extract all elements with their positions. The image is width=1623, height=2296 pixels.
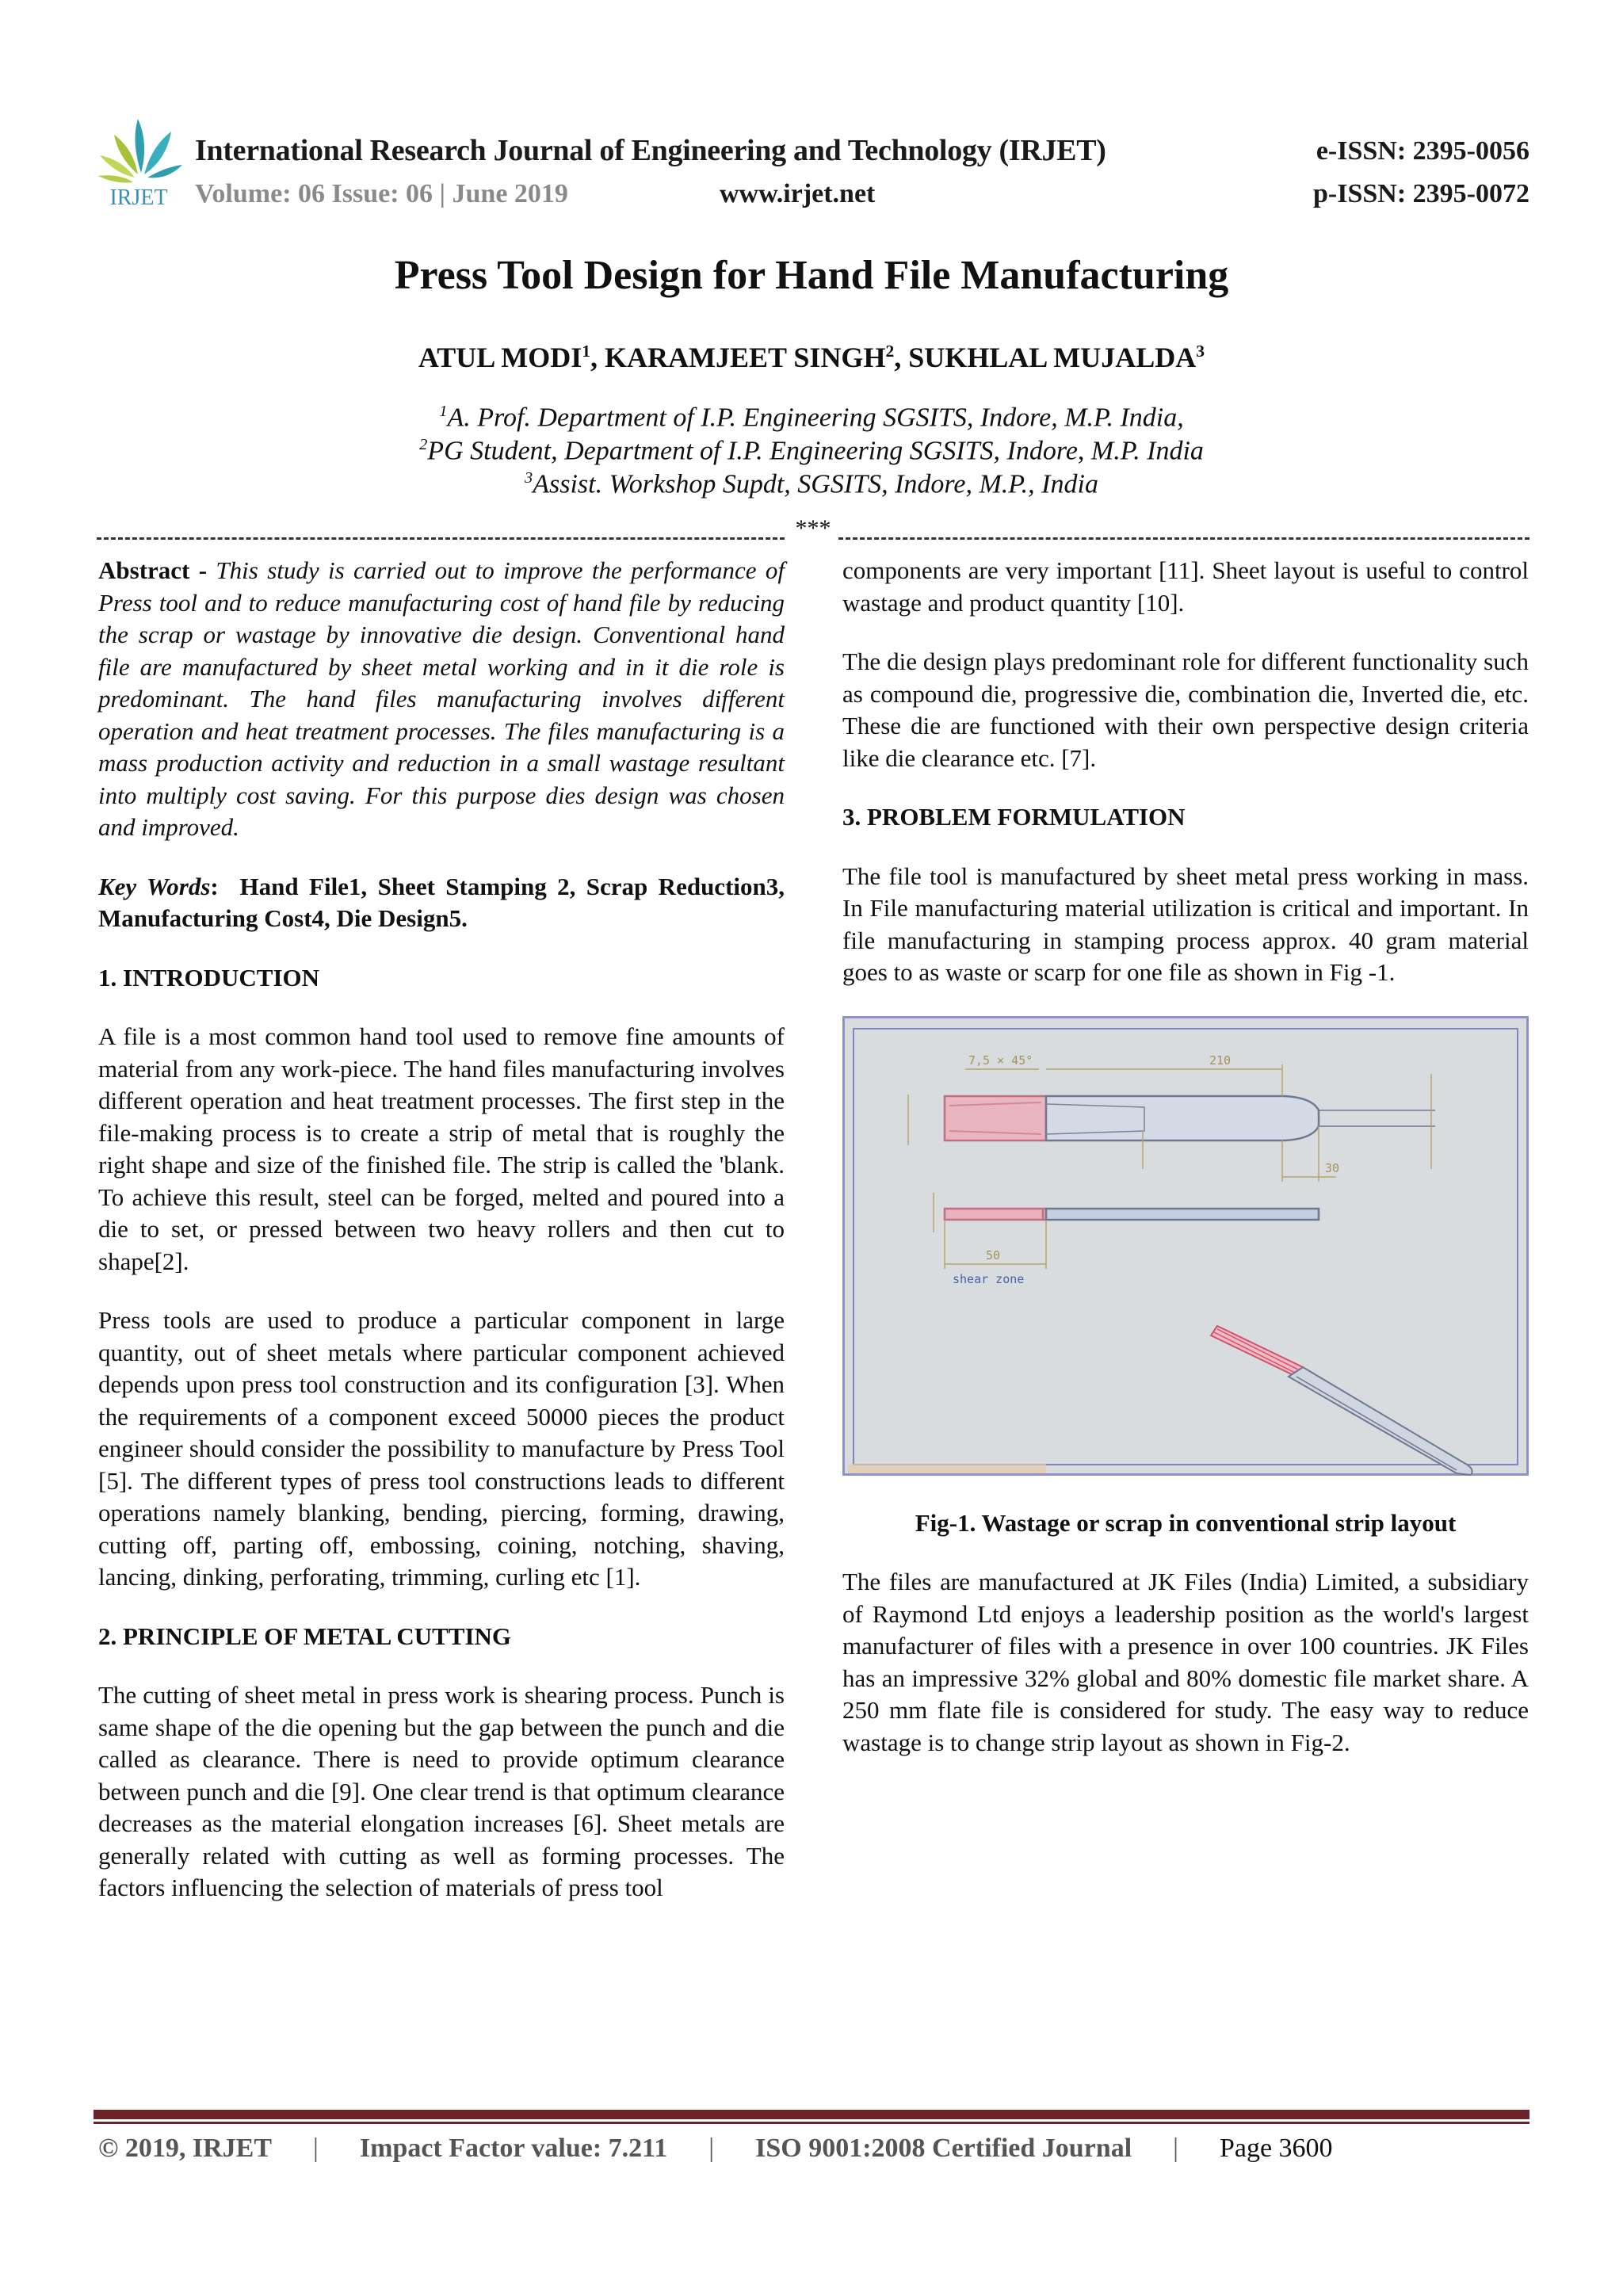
abstract-label: Abstract - bbox=[98, 556, 208, 584]
keywords: Key Words: Hand File1, Sheet Stamping 2, Scrap Reduction3, Manufacturing Cost4, Die Design5. bbox=[98, 872, 785, 932]
shear-zone-label: shear zone bbox=[953, 1271, 1025, 1286]
author-list: ATUL MODI$^1$, KARAMJEET SINGH$^2$, SUKHLAL MUJALDA$^3$ bbox=[418, 342, 1205, 373]
section-separator: *** bbox=[97, 520, 1529, 544]
e-issn: e-ISSN: 2395-0056 bbox=[1316, 136, 1529, 166]
svg-text:7,5 × 45°: 7,5 × 45° bbox=[968, 1052, 1033, 1068]
footer-divider: | bbox=[313, 2134, 319, 2163]
figure-1-drawing bbox=[842, 1016, 1529, 1476]
journal-title: International Research Journal of Engineering and Technology (IRJET) bbox=[195, 134, 1106, 167]
author-name: ATUL MODI bbox=[418, 342, 582, 373]
svg-text:50: 50 bbox=[986, 1247, 1001, 1263]
section-heading-introduction: 1. INTRODUCTION bbox=[98, 963, 320, 991]
section-heading-problem: 3. PROBLEM FORMULATION bbox=[842, 803, 1186, 831]
footer-divider: | bbox=[1173, 2134, 1178, 2163]
author-name: KARAMJEET SINGH bbox=[605, 342, 886, 373]
copyright: © 2019, IRJET bbox=[98, 2134, 273, 2163]
footer-divider: | bbox=[708, 2134, 715, 2163]
svg-text:IRJET: IRJET bbox=[109, 185, 168, 210]
keywords-label: Key Words bbox=[98, 872, 211, 900]
affiliation: $^1$A. Prof. Department of I.P. Engineering SGSITS, Indore, M.P. India, bbox=[439, 403, 1184, 433]
iso-certification: ISO 9001:2008 Certified Journal bbox=[755, 2134, 1132, 2163]
paragraph: components are very important [11]. Sheet layout is useful to control wastage and product quantity [10]. bbox=[842, 556, 1529, 617]
affiliation: $^2$PG Student, Department of I.P. Engineering SGSITS, Indore, M.P. India bbox=[419, 436, 1204, 466]
section-heading-principle: 2. PRINCIPLE OF METAL CUTTING bbox=[98, 1622, 512, 1650]
author-name: SUKHLAL MUJALDA bbox=[908, 342, 1197, 373]
left-column bbox=[98, 555, 785, 1931]
paragraph: The file tool is manufactured by sheet metal press working in mass. In File manufacturing material utilization is critical and important. In file manufacturing in stamping process approx. 40 gram material goes to as waste or scarp for one file as shown in Fig -1. bbox=[842, 861, 1529, 986]
file-strip-drawing bbox=[845, 1018, 1531, 1478]
right-column bbox=[842, 555, 1529, 1786]
affiliation: $^3$Assist. Workshop Supdt, SGSITS, Indore, M.P., India bbox=[525, 469, 1098, 499]
figure-caption: Fig-1. Wastage or scrap in conventional strip layout bbox=[915, 1508, 1457, 1537]
irjet-logo-icon bbox=[94, 117, 185, 211]
journal-header bbox=[94, 117, 1529, 220]
paper-title: Press Tool Design for Hand File Manufacturing bbox=[394, 253, 1229, 298]
page-footer bbox=[98, 2134, 1525, 2164]
volume-issue: Volume: 06 Issue: 06 | June 2019 bbox=[195, 179, 568, 208]
paragraph: The cutting of sheet metal in press work is shearing process. Punch is same shape of the die opening but the gap between the punch and die called as clearance. There is need to provide optimum clearance between punch and die [9]. One clear trend is that optimum clearance decreases as the material elongation increases [6]. Sheet metals are generally related with cutting as well as forming processes. The factors influencing the selection of materials of press tool bbox=[98, 1681, 785, 1901]
footer-rule-thin bbox=[94, 2122, 1529, 2124]
svg-text:210: 210 bbox=[1209, 1052, 1232, 1068]
svg-text:30: 30 bbox=[1325, 1160, 1340, 1175]
page-number: Page 3600 bbox=[1219, 2134, 1333, 2163]
paragraph: The files are manufactured at JK Files (India) Limited, a subsidiary of Raymond Ltd enjoys a leadership position as the world's largest manufacturer of files with a presence in over 100 countries. JK Files has an impressive 32% global and 80% domestic file market share. A 250 mm flate file is considered for study. The easy way to reduce wastage is to change strip layout as shown in Fig-2. bbox=[842, 1568, 1529, 1756]
journal-website-link[interactable]: www.irjet.net bbox=[720, 179, 876, 208]
keywords-text: Hand File1, Sheet Stamping 2, Scrap Reduction3, Manufacturing Cost4, Die Design5. bbox=[98, 872, 785, 932]
paragraph: Press tools are used to produce a particular component in large quantity, out of sheet metals where particular component achieved depends upon press tool construction and its configuration [3]. When the requirements of a component exceed 50000 pieces the product engineer should consider the possibility to manufacture by Press Tool [5]. The different types of press tool constructions leads to different operations namely blanking, bending, piercing, forming, drawing, cutting off, parting off, embossing, coining, notching, shaving, lancing, dinking, perforating, trimming, curling etc [1]. bbox=[98, 1306, 785, 1591]
abstract bbox=[98, 555, 785, 844]
paragraph: A file is a most common hand tool used to remove fine amounts of material from any work-piece. The hand files manufacturing involves different operation and heat treatment processes. The first step in the file-making process is to create a strip of metal that is roughly the right shape and size of the finished file. The strip is called the 'blank. To achieve this result, steel can be forged, melted and poured into a die to set, or pressed between two heavy rollers and then cut to shape[2]. bbox=[98, 1022, 785, 1275]
impact-factor: Impact Factor value: 7.211 bbox=[359, 2134, 668, 2163]
paragraph: The die design plays predominant role for different functionality such as compound die, progressive die, combination die, Inverted die, etc. These die are functioned with their own perspective design criteria like die clearance etc. [7]. bbox=[842, 648, 1529, 772]
abstract-text: This study is carried out to improve the performance of Press tool and to reduce manufacturing cost of hand file by reducing the scrap or wastage by innovative die design. Conventional hand file are manufactured by sheet metal working and in it die role is predominant. The hand files manufacturing involves different operation and heat treatment processes. The files manufacturing is a mass production activity and reduction in a small wastage resultant into multiply cost saving. For this purpose dies design was chosen and improved. bbox=[98, 556, 785, 841]
footer-rule bbox=[94, 2110, 1529, 2119]
p-issn: p-ISSN: 2395-0072 bbox=[1313, 179, 1529, 208]
